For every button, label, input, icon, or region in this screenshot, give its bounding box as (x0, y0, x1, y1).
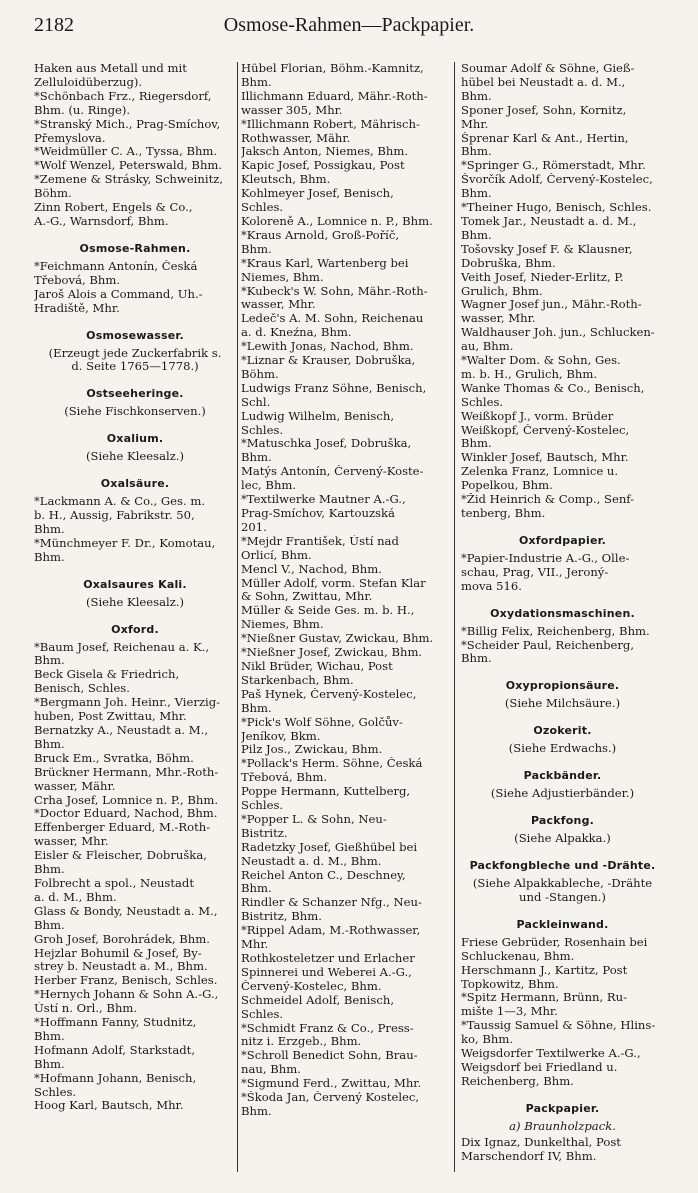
entry-line: Grulich, Bhm. (461, 284, 543, 298)
entry-line: Rothkosteletzer und Erlacher (241, 952, 415, 965)
entry-line: Niemes, Bhm. (241, 618, 324, 632)
entry-line: Bhm. (34, 522, 65, 536)
entry-line: *Mejdr František, Ústí nad (241, 534, 399, 548)
page-header (34, 14, 664, 46)
entry-line: Bhm. (34, 550, 65, 564)
entry-line: Kapic Josef, Possigkau, Post (241, 159, 405, 173)
entry-line: wasser, Mhr. (241, 298, 316, 312)
entry-line: Bhm. (34, 737, 65, 751)
entry-line: *Walter Dom. & Sohn, Ges. (461, 354, 621, 368)
entry-line: Prag-Smíchov, Kartouzská (241, 507, 395, 520)
entry-line: Wanke Thomas & Co., Benisch, (461, 381, 645, 395)
cross-reference: (Siehe Adjustierbänder.) (490, 786, 635, 801)
entry-line: mište 1—3, Mhr. (461, 1005, 558, 1019)
entry-line: Illichmann Eduard, Mähr.-Roth- (241, 89, 428, 103)
entry-line: Hradiště, Mhr. (34, 301, 120, 315)
section-heading: Packbänder. (523, 769, 602, 783)
entry-line: Bistritz. (241, 826, 288, 840)
cross-reference: d. Seite 1765—1778.) (71, 359, 199, 374)
entry-line: Schluckenau, Bhm. (461, 949, 575, 963)
entry-line: Bernatzky A., Neustadt a. M., (34, 724, 209, 737)
entry-line: Winkler Josef, Bautsch, Mhr. (461, 451, 629, 465)
entry-line: lec, Bhm. (241, 479, 297, 493)
entry-line: Ludwigs Franz Söhne, Benisch, (241, 381, 427, 395)
entry-line: Bhm. (461, 437, 492, 451)
entry-line: *Kraus Arnold, Groß-Poříč, (241, 228, 400, 242)
entry-line: Bhm. (241, 1104, 272, 1118)
entry-line: Hofmann Adolf, Starkstadt, (34, 1043, 196, 1057)
entry-line: *Schönbach Frz., Riegersdorf, (34, 89, 212, 103)
cross-reference: (Siehe Kleesalz.) (85, 594, 185, 609)
entry-line: 201. (241, 520, 267, 534)
entry-line: Folbrecht a spol., Neustadt (34, 876, 195, 890)
entry-line: *Matuschka Josef, Dobruška, (241, 437, 412, 451)
entry-line: Jaroš Alois a Command, Uh.- (34, 287, 203, 301)
entry-line: nitz i. Erzgeb., Bhm. (241, 1035, 362, 1049)
page-number: 2182 (34, 14, 74, 36)
entry-line: Červený-Kostelec, Bhm. (241, 979, 382, 993)
entry-line: hübel bei Neustadt a. d. M., (461, 75, 626, 89)
entry-line: Přemyslova. (34, 131, 106, 145)
section-heading: Ozokerit. (533, 724, 592, 738)
entry-line: Bhm. (34, 918, 65, 932)
entry-line: *Zemene & Strásky, Schweinitz, (34, 173, 224, 187)
cross-reference: (Siehe Alpakkableche, -Drähte (472, 875, 653, 890)
directory-columns (34, 62, 664, 1172)
entry-line: Müller & Seide Ges. m. b. H., (241, 604, 415, 618)
entry-line: *Rippel Adam, M.-Rothwasser, (241, 924, 421, 938)
entry-line: *Schmidt Franz & Co., Press- (241, 1021, 414, 1035)
entry-line: Herschmann J., Kartitz, Post (461, 963, 628, 977)
entry-line: Matýs Antonín, Červený-Koste- (241, 465, 424, 479)
entry-line: Soumar Adolf & Söhne, Gieß- (461, 62, 635, 75)
entry-line: Mencl V., Nachod, Bhm. (241, 562, 382, 576)
entry-line: Jeníkov, Bkm. (241, 729, 321, 743)
entry-line: & Sohn, Zwittau, Mhr. (241, 590, 373, 604)
column-rule-1 (237, 62, 238, 1172)
entry-line: Zinn Robert, Engels & Co., (34, 201, 193, 215)
entry-line: Bistritz, Bhm. (241, 910, 322, 924)
entry-line: wasser, Mhr. (461, 312, 536, 326)
entry-line: Schles. (241, 1007, 284, 1021)
entry-line: *Papier-Industrie A.-G., Olle- (461, 551, 630, 565)
entry-line: *Nießner Gustav, Zwickau, Bhm. (241, 632, 434, 646)
section-heading: Oxypropionsäure. (505, 679, 620, 693)
entry-line: *Textilwerke Mautner A.-G., (241, 493, 406, 507)
entry-line: Dix Ignaz, Dunkelthal, Post (461, 1135, 621, 1149)
entry-line: a. d. M., Bhm. (34, 890, 117, 904)
entry-line: Friese Gebrüder, Rosenhain bei (461, 935, 648, 949)
entry-line: *Baum Josef, Reichenau a. K., (34, 640, 210, 654)
entry-line: Tomek Jar., Neustadt a. d. M., (461, 214, 637, 228)
entry-line: *Pick's Wolf Söhne, Golčův- (241, 715, 403, 729)
cross-reference: (Siehe Kleesalz.) (85, 449, 185, 464)
entry-line: *Springer G., Römerstadt, Mhr. (461, 159, 646, 173)
entry-line: a. d. Kneźna, Bhm. (241, 326, 352, 340)
entry-line: *Doctor Eduard, Nachod, Bhm. (34, 807, 218, 821)
entry-line: *Sigmund Ferd., Zwittau, Mhr. (241, 1077, 422, 1091)
entry-line: Waldhauser Joh. jun., Schlucken- (461, 326, 655, 340)
entry-line: *Illichmann Robert, Mährisch- (241, 117, 420, 131)
entry-line: Bhm. (34, 654, 65, 668)
entry-line: *Hofmann Johann, Benisch, (34, 1071, 197, 1085)
entry-line: Kleutsch, Bhm. (241, 173, 331, 187)
entry-line: Weigsdorf bei Friedland u. (461, 1060, 618, 1074)
entry-line: Pilz Jos., Zwickau, Bhm. (241, 743, 383, 757)
entry-line: wasser 305, Mhr. (241, 103, 343, 117)
entry-line: Niemes, Bhm. (241, 270, 324, 284)
entry-line: Schles. (34, 1085, 77, 1099)
entry-line: schau, Prag, VII., Jeroný- (461, 565, 609, 579)
entry-line: Wagner Josef jun., Mähr.-Roth- (461, 298, 642, 312)
entry-line: Hejzlar Bohumil & Josef, By- (34, 946, 202, 960)
entry-line: ko, Bhm. (461, 1033, 514, 1047)
entry-line: *Žid Heinrich & Comp., Senf- (461, 493, 635, 507)
entry-line: *Theiner Hugo, Benisch, Schles. (461, 201, 652, 215)
section-heading: Oxalsäure. (100, 477, 170, 491)
entry-line: Tošovsky Josef F. & Klausner, (461, 242, 633, 256)
entry-line: Weißkopf J., vorm. Brüder (461, 409, 614, 423)
entry-line: m. b. H., Grulich, Bhm. (461, 367, 598, 381)
entry-line: Herber Franz, Benisch, Schles. (34, 974, 218, 988)
entry-line: *Spitz Hermann, Brünn, Ru- (461, 991, 627, 1005)
entry-line: Švorčík Adolf, Červený-Kostelec, (461, 173, 653, 187)
entry-line: Radetzky Josef, Gießhübel bei (241, 840, 418, 854)
entry-line: Bruck Em., Svratka, Böhm. (34, 751, 194, 765)
entry-line: *Münchmeyer F. Dr., Komotau, (34, 536, 216, 550)
entry-line: Reichel Anton C., Deschney, (241, 868, 406, 882)
entry-line: Jaksch Anton, Niemes, Bhm. (241, 145, 409, 159)
entry-line: Bhm. (241, 75, 272, 89)
entry-line: Haken aus Metall und mit (34, 62, 187, 75)
entry-line: Mhr. (461, 117, 489, 131)
entry-line: Bhm. (461, 228, 492, 242)
entry-line: Bhm. (461, 145, 492, 159)
section-heading: Oxalium. (106, 432, 164, 446)
entry-line: Bhm. (241, 701, 272, 715)
cross-reference: (Siehe Milchsäure.) (504, 696, 621, 711)
entry-line: Benisch, Schles. (34, 682, 130, 696)
entry-line: Brückner Hermann, Mhr.-Roth- (34, 765, 219, 779)
entry-line: *Kraus Karl, Wartenberg bei (241, 256, 409, 270)
entry-line: Reichenberg, Bhm. (461, 1074, 574, 1088)
entry-line: Zelluloidüberzug). (34, 75, 143, 89)
entry-line: Crha Josef, Lomnice n. P., Bhm. (34, 793, 219, 807)
entry-line: Effenberger Eduard, M.-Roth- (34, 821, 211, 835)
entry-line: Třebová, Bhm. (34, 273, 121, 287)
entry-line: Bhm. (241, 242, 272, 256)
entry-line: Schmeidel Adolf, Benisch, (241, 993, 395, 1007)
column-3 (461, 62, 664, 1172)
entry-line: Hübel Florian, Böhm.-Kamnitz, (241, 62, 424, 75)
entry-line: *Lewith Jonas, Nachod, Bhm. (241, 340, 414, 354)
entry-line: Koloreně A., Lomnice n. P., Bhm. (241, 214, 433, 228)
entry-line: au, Bhm. (461, 340, 514, 354)
entry-line: Schles. (241, 799, 284, 813)
entry-line: *Feichmann Antonín, Česká (34, 259, 198, 273)
entry-line: Bhm. (34, 1057, 65, 1071)
entry-line: Rindler & Schanzer Nfg., Neu- (241, 896, 422, 910)
entry-line: *Kubeck's W. Sohn, Mähr.-Roth- (241, 284, 428, 298)
entry-line: *Hernych Johann & Sohn A.-G., (34, 988, 219, 1002)
entry-line: Bhm. (461, 652, 492, 666)
entry-line: Bhm. (u. Ringe). (34, 103, 131, 117)
entry-line: *Bergmann Joh. Heinr., Vierzig- (34, 696, 221, 710)
section-heading: Packleinwand. (516, 917, 609, 931)
entry-line: Neustadt a. d. M., Bhm. (241, 854, 382, 868)
entry-line: Nikl Brüder, Wichau, Post (241, 659, 393, 673)
entry-line: Ludwig Wilhelm, Benisch, (241, 409, 395, 423)
subheading: a) Braunholzpack. (509, 1118, 616, 1133)
entry-line: wasser, Mähr. (34, 779, 116, 793)
entry-line: Böhm. (241, 367, 279, 381)
entry-line: huben, Post Zwittau, Mhr. (34, 710, 187, 724)
column-rule-2 (454, 62, 455, 1172)
entry-line: *Pollack's Herm. Söhne, Česká (241, 757, 423, 771)
entry-line: Spinnerei und Weberei A.-G., (241, 965, 412, 979)
entry-line: A.-G., Warnsdorf, Bhm. (34, 214, 169, 228)
entry-line: Topkowitz, Bhm. (461, 977, 559, 991)
entry-line: Šprenar Karl & Ant., Hertin, (461, 131, 629, 145)
entry-line: Kohlmeyer Josef, Benisch, (241, 187, 394, 201)
entry-line: Rothwasser, Mähr. (241, 131, 351, 145)
entry-line: Weigsdorfer Textilwerke A.-G., (461, 1047, 641, 1061)
column-1 (34, 62, 236, 1172)
entry-line: Bhm. (461, 187, 492, 201)
column-2 (241, 62, 448, 1172)
running-head: Osmose-Rahmen—Packpapier. (223, 14, 475, 36)
entry-line: *Nießner Josef, Zwickau, Bhm. (241, 646, 423, 660)
cross-reference: und -Stangen.) (519, 889, 606, 904)
entry-line: *Liznar & Krauser, Dobruška, (241, 354, 416, 368)
cross-reference: (Siehe Erdwachs.) (508, 741, 617, 756)
entry-line: Bhm. (461, 89, 492, 103)
entry-line: Popelkou, Bhm. (461, 479, 553, 493)
section-heading: Oxalsaures Kali. (83, 577, 187, 591)
entry-line: Zelenka Franz, Lomnice u. (461, 465, 619, 479)
entry-line: Třebová, Bhm. (241, 771, 328, 785)
entry-line: wasser, Mhr. (34, 835, 109, 849)
entry-line: Beck Gisela & Friedrich, (34, 668, 180, 682)
entry-line: Sponer Josef, Sohn, Kornitz, (461, 103, 627, 117)
section-heading: Packfongbleche und -Drähte. (469, 858, 656, 872)
section-heading: Oxford. (111, 622, 159, 636)
cross-reference: (Erzeugt jede Zuckerfabrik s. (48, 345, 222, 360)
entry-line: tenberg, Bhm. (461, 507, 546, 520)
section-heading: Ostseeheringe. (86, 387, 184, 401)
entry-line: Hoog Karl, Bautsch, Mhr. (34, 1099, 184, 1113)
section-heading: Packfong. (530, 814, 595, 828)
entry-line: Groh Josef, Borohrádek, Bhm. (34, 932, 210, 946)
entry-line: Dobruška, Bhm. (461, 256, 556, 270)
section-heading: Packpapier. (525, 1101, 600, 1115)
entry-line: *Stranský Mich., Prag-Smíchov, (34, 117, 221, 131)
entry-line: Eisler & Fleischer, Dobruška, (34, 849, 207, 863)
entry-line: Ledeč's A. M. Sohn, Reichenau (241, 312, 424, 326)
entry-line: Bhm. (241, 882, 272, 896)
section-heading: Oxydationsmaschinen. (490, 606, 635, 620)
entry-line: Ústí n. Orl., Bhm. (34, 1002, 138, 1016)
entry-line: Bhm. (241, 451, 272, 465)
entry-line: Schles. (461, 395, 504, 409)
entry-line: strey b. Neustadt a. M., Bhm. (34, 960, 208, 974)
entry-line: b. H., Aussig, Fabrikstr. 50, (34, 509, 195, 523)
entry-line: mova 516. (461, 579, 522, 593)
entry-line: Schl. (241, 395, 271, 409)
entry-line: Bhm. (34, 1029, 65, 1043)
entry-line: Marschendorf IV, Bhm. (461, 1149, 597, 1163)
entry-line: *Lackmann A. & Co., Ges. m. (34, 495, 206, 509)
entry-line: *Popper L. & Sohn, Neu- (241, 812, 387, 826)
entry-line: Müller Adolf, vorm. Stefan Klar (241, 576, 426, 590)
section-heading: Osmose-Rahmen. (79, 241, 191, 255)
entry-line: Starkenbach, Bhm. (241, 673, 354, 687)
entry-line: Veith Josef, Nieder-Erlitz, P. (461, 270, 624, 284)
section-heading: Osmosewasser. (86, 328, 184, 342)
section-heading: Oxfordpapier. (518, 533, 607, 547)
entry-line: nau, Bhm. (241, 1063, 301, 1077)
entry-line: *Billig Felix, Reichenberg, Bhm. (461, 624, 650, 638)
entry-line: Schles. (241, 201, 284, 215)
entry-line: Orlicí, Bhm. (241, 548, 312, 562)
entry-line: Glass & Bondy, Neustadt a. M., (34, 904, 218, 918)
cross-reference: (Siehe Alpakka.) (514, 831, 611, 846)
entry-line: *Scheider Paul, Reichenberg, (461, 638, 635, 652)
entry-line: Poppe Hermann, Kuttelberg, (241, 785, 411, 799)
entry-line: *Schroll Benedict Sohn, Brau- (241, 1049, 418, 1063)
entry-line: *Weidmüller C. A., Tyssa, Bhm. (34, 145, 218, 159)
entry-line: Bhm. (34, 863, 65, 877)
cross-reference: (Siehe Fischkonserven.) (64, 404, 206, 419)
entry-line: *Taussig Samuel & Söhne, Hlins- (461, 1019, 656, 1033)
entry-line: Böhm. (34, 187, 72, 201)
entry-line: *Hoffmann Fanny, Studnitz, (34, 1016, 197, 1030)
entry-line: Schles. (241, 423, 284, 437)
entry-line: *Škoda Jan, Červený Kostelec, (241, 1091, 420, 1105)
entry-line: Weißkopf, Červený-Kostelec, (461, 423, 630, 437)
entry-line: *Wolf Wenzel, Peterswald, Bhm. (34, 159, 223, 173)
entry-line: Paš Hynek, Červený-Kostelec, (241, 687, 417, 701)
entry-line: Mhr. (241, 938, 269, 952)
